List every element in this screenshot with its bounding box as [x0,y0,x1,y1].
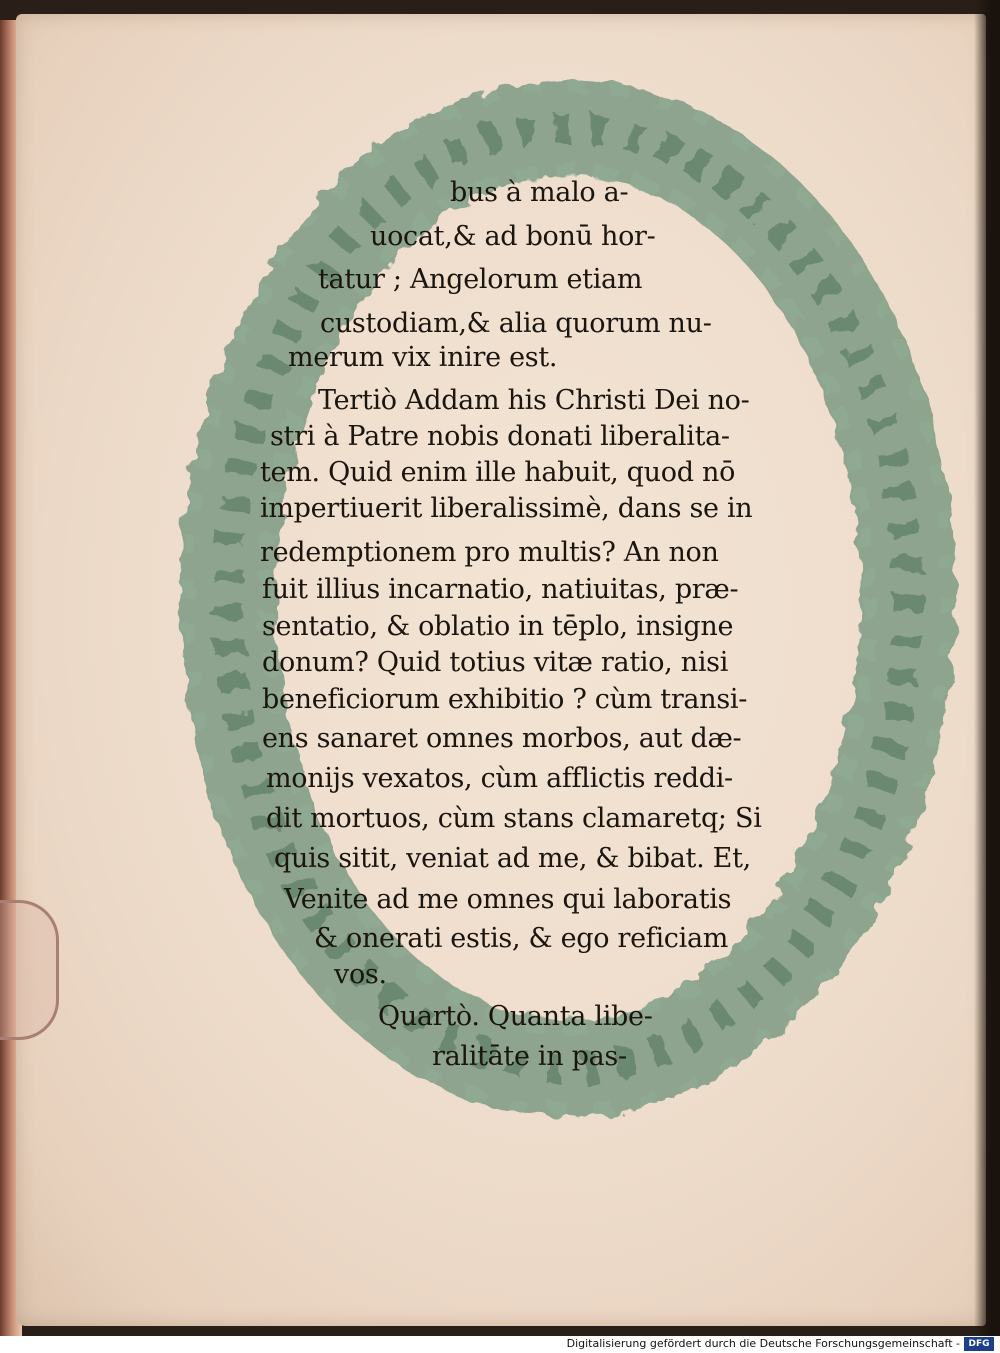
text-line: uocat,& ad bonū hor- [370,221,656,252]
text-line: Venite ad me omnes qui laboratis [284,884,732,915]
text-line: beneficiorum exhibitio ? cùm transi- [262,684,748,715]
gutter-shadow [974,0,1000,1336]
text-line: sentatio, & oblatio in tēplo, insigne [262,611,734,642]
text-line: Tertiò Addam his Christi Dei no- [318,385,750,416]
text-line: ens sanaret omnes morbos, aut dæ- [262,723,742,754]
text-line: impertiuerit liberalissimè, dans se in [260,493,753,524]
text-line: Quartò. Quanta libe- [378,1001,653,1032]
text-line: fuit illius incarnatio, natiuitas, præ- [262,574,739,605]
text-line: & onerati estis, & ego reficiam [314,923,729,954]
text-line: stri à Patre nobis donati liberalita- [270,421,730,452]
text-line: monijs vexatos, cùm afflictis reddi- [266,763,733,794]
text-line: ralitāte in pas- [432,1041,627,1072]
page-clip [0,900,59,1040]
text-line: donum? Quid totius vitæ ratio, nisi [262,647,729,678]
funding-credit: Digitalisierung gefördert durch die Deutsche Forschungsgemeinschaft - [566,1337,960,1350]
text-line: redemptionem pro multis? An non [260,537,719,568]
dfg-logo-icon: DFG [964,1337,994,1351]
text-line: merum vix inire est. [288,342,558,373]
text-line: vos. [334,959,387,990]
text-line: tem. Quid enim ille habuit, quod nō [260,457,736,488]
text-line: custodiam,& alia quorum nu- [320,308,712,339]
text-line: bus à malo a- [450,177,629,208]
text-line: tatur ; Angelorum etiam [318,264,643,295]
text-line: quis sitit, veniat ad me, & bibat. Et, [274,843,751,874]
text-line: dit mortuos, cùm stans clamaretq; Si [266,803,762,834]
footer-bar [0,1336,1000,1353]
